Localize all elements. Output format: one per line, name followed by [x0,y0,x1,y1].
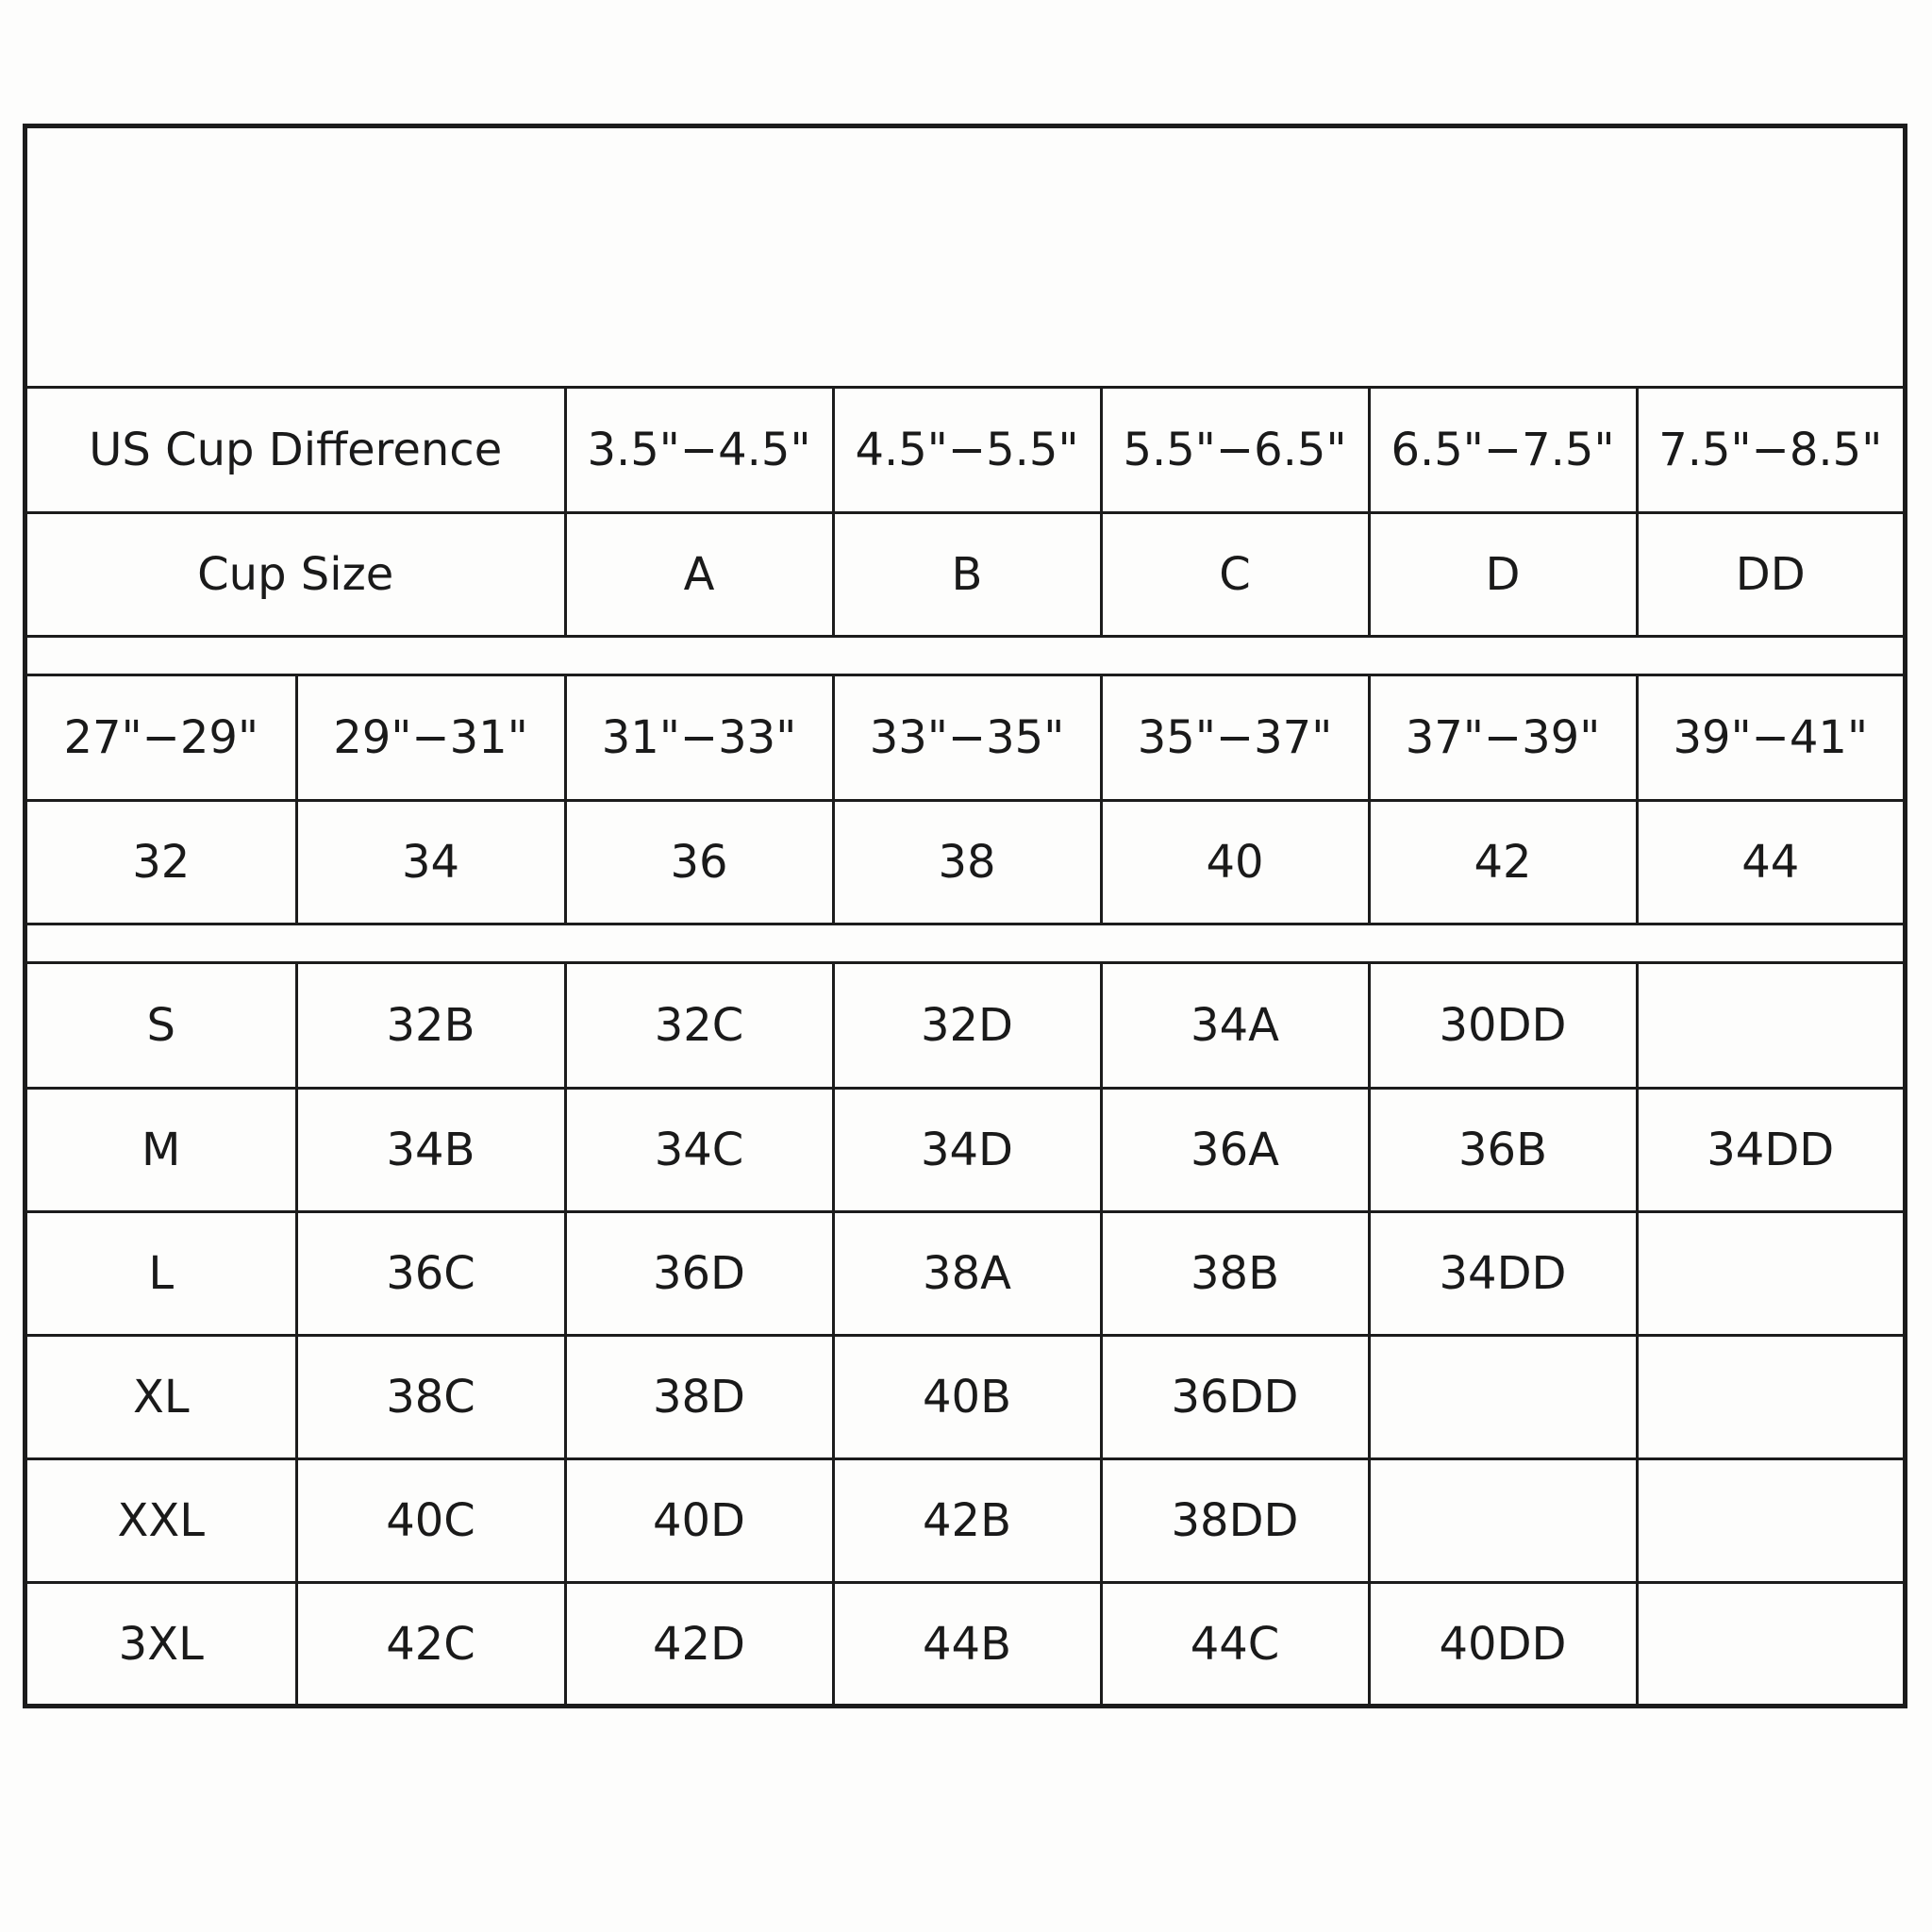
size-cell [1369,1335,1637,1458]
size-cell: 44B [833,1582,1101,1706]
size-label: M [27,1088,296,1211]
size-cell: 34DD [1637,1088,1903,1211]
size-cell: 32B [296,964,565,1088]
size-cell: 30DD [1369,964,1637,1088]
section-divider [27,924,1903,964]
size-row [27,1088,1903,1211]
size-cell: 42C [296,1582,565,1706]
range-cell: 4.5"−5.5" [833,389,1101,512]
cup-cell: B [833,512,1101,636]
size-cell: 38A [833,1211,1101,1335]
size-cell: 40C [296,1458,565,1582]
size-cell: 38DD [1101,1458,1369,1582]
band-size-cell: 38 [833,800,1101,924]
cup-size-label: Cup Size [27,512,565,636]
cup-cell: C [1101,512,1369,636]
cup-difference-table [27,389,1903,638]
measurement-cell: 27"−29" [27,676,296,800]
band-size-cell: 32 [27,800,296,924]
band-size-cell: 36 [565,800,833,924]
band-size-cell: 44 [1637,800,1903,924]
size-cell [1637,1458,1903,1582]
size-row [27,1582,1903,1706]
size-cell: 42B [833,1458,1101,1582]
range-cell: 3.5"−4.5" [565,389,833,512]
size-cell [1637,1211,1903,1335]
size-label: XXL [27,1458,296,1582]
size-cell: 36DD [1101,1335,1369,1458]
cup-difference-label: US Cup Difference [27,389,565,512]
size-cell: 34D [833,1088,1101,1211]
measurement-row [27,676,1903,800]
size-label: S [27,964,296,1088]
size-label: XL [27,1335,296,1458]
size-cell: 32D [833,964,1101,1088]
size-row [27,964,1903,1088]
measurement-cell: 31"−33" [565,676,833,800]
size-cell: 32C [565,964,833,1088]
size-label: 3XL [27,1582,296,1706]
size-cell: 36A [1101,1088,1369,1211]
size-cell: 34C [565,1088,833,1211]
size-cell: 40B [833,1335,1101,1458]
measurement-cell: 35"−37" [1101,676,1369,800]
cup-cell: A [565,512,833,636]
size-cell: 34DD [1369,1211,1637,1335]
range-cell: 5.5"−6.5" [1101,389,1369,512]
size-cell: 34A [1101,964,1369,1088]
range-cell: 7.5"−8.5" [1637,389,1903,512]
size-cell: 40D [565,1458,833,1582]
size-row [27,1211,1903,1335]
measurement-cell: 37"−39" [1369,676,1637,800]
size-row [27,1458,1903,1582]
size-cell: 38C [296,1335,565,1458]
size-row [27,1335,1903,1458]
size-cell: 44C [1101,1582,1369,1706]
size-conversion-table [27,964,1903,1706]
size-cell: 34B [296,1088,565,1211]
size-cell: 38D [565,1335,833,1458]
band-measurement-table [27,676,1903,925]
size-cell: 36B [1369,1088,1637,1211]
size-chart [23,124,1907,1708]
measurement-cell: 39"−41" [1637,676,1903,800]
cup-cell: D [1369,512,1637,636]
band-size-cell: 42 [1369,800,1637,924]
cup-cell: DD [1637,512,1903,636]
size-cell: 36C [296,1211,565,1335]
band-size-cell: 34 [296,800,565,924]
size-cell: 36D [565,1211,833,1335]
size-label: L [27,1211,296,1335]
blank-title-area [27,128,1903,389]
size-cell [1637,964,1903,1088]
size-cell: 40DD [1369,1582,1637,1706]
band-size-cell: 40 [1101,800,1369,924]
band-size-row [27,800,1903,924]
measurement-cell: 33"−35" [833,676,1101,800]
measurement-cell: 29"−31" [296,676,565,800]
size-cell [1369,1458,1637,1582]
size-cell [1637,1582,1903,1706]
size-cell: 38B [1101,1211,1369,1335]
cup-difference-row [27,389,1903,512]
range-cell: 6.5"−7.5" [1369,389,1637,512]
size-cell: 42D [565,1582,833,1706]
section-divider [27,636,1903,676]
size-cell [1637,1335,1903,1458]
cup-size-row [27,512,1903,636]
